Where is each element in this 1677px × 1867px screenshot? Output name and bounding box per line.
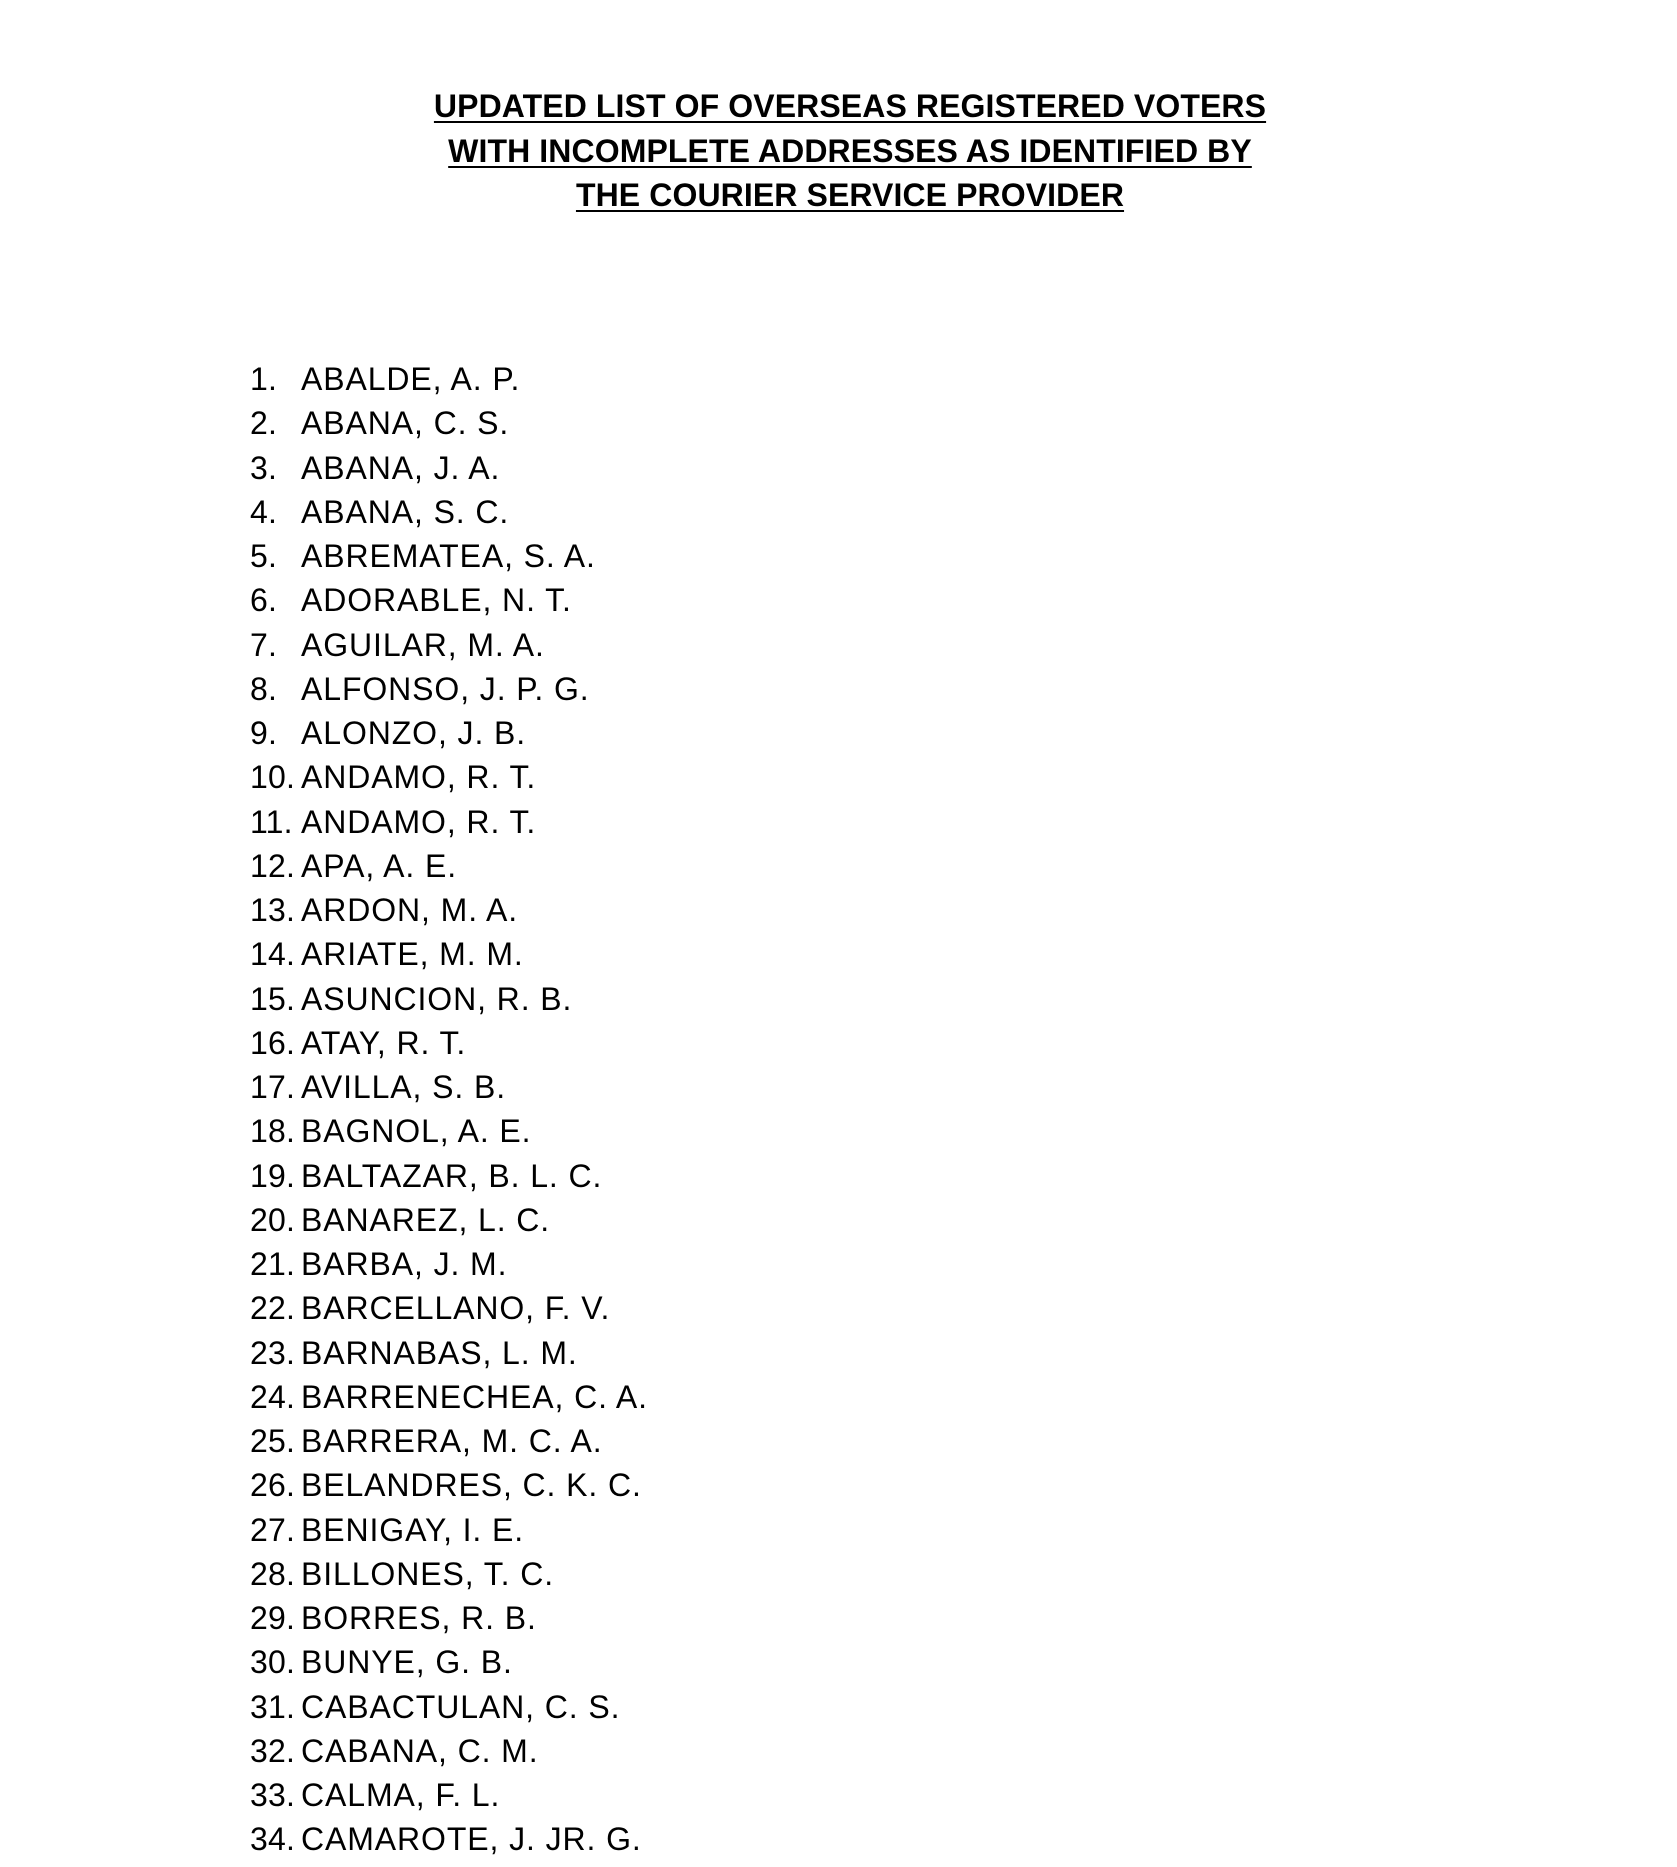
- list-item: [250, 1773, 648, 1817]
- voter-name: ABANA, C. S.: [301, 405, 510, 442]
- voter-name: BARNABAS, L. M.: [301, 1334, 578, 1371]
- list-item: [250, 1640, 648, 1684]
- list-item-number: 4.: [250, 493, 278, 530]
- list-item-number: 33.: [250, 1777, 296, 1813]
- list-item-number: 13.: [250, 892, 296, 928]
- list-item-number: 29.: [250, 1600, 296, 1636]
- voter-name: ALFONSO, J. P. G.: [301, 670, 590, 707]
- list-item: [250, 711, 648, 755]
- list-item-number: 14.: [250, 936, 296, 973]
- voter-name: ABANA, S. C.: [301, 493, 510, 530]
- list-item-number: 6.: [250, 582, 278, 619]
- voter-name: ATAY, R. T.: [301, 1024, 467, 1061]
- list-item-number: 18.: [250, 1113, 296, 1150]
- list-item: [250, 446, 648, 490]
- voter-name: CALMA, F. L.: [301, 1777, 501, 1813]
- voter-name: AVILLA, S. B.: [301, 1069, 506, 1105]
- voter-name: CABANA, C. M.: [301, 1732, 539, 1769]
- list-item: [250, 1463, 648, 1507]
- voter-name: ASUNCION, R. B.: [301, 980, 573, 1017]
- voter-name: ABANA, J. A.: [301, 449, 501, 486]
- list-item: [250, 1286, 648, 1330]
- list-item: [250, 1021, 648, 1065]
- list-item: [250, 1596, 648, 1640]
- voter-name: ABREMATEA, S. A.: [301, 538, 596, 574]
- list-item-number: 8.: [250, 670, 278, 707]
- list-item-number: 22.: [250, 1290, 296, 1327]
- voter-name: CABACTULAN, C. S.: [301, 1688, 621, 1725]
- list-item: [250, 755, 648, 799]
- voter-name: BENIGAY, I. E.: [301, 1511, 525, 1548]
- list-item: [250, 1685, 648, 1729]
- voter-name: ANDAMO, R. T.: [301, 803, 537, 840]
- list-item: [250, 490, 648, 534]
- voter-name: AGUILAR, M. A.: [301, 626, 545, 663]
- list-item-number: 30.: [250, 1644, 296, 1681]
- list-item-number: 3.: [250, 449, 278, 486]
- list-item: [250, 844, 648, 888]
- voter-name: ALONZO, J. B.: [301, 715, 527, 751]
- list-item: [250, 977, 648, 1021]
- list-item: [250, 1154, 648, 1198]
- voter-name: BANAREZ, L. C.: [301, 1201, 551, 1238]
- list-item: [250, 1331, 648, 1375]
- list-item-number: 17.: [250, 1069, 296, 1105]
- list-item-number: 1.: [250, 361, 278, 397]
- list-item: [250, 1729, 648, 1773]
- title-line-3: THE COURIER SERVICE PROVIDER: [575, 177, 1125, 213]
- list-item: [250, 800, 648, 844]
- list-item: [250, 932, 648, 976]
- voter-name: BARCELLANO, F. V.: [301, 1290, 611, 1327]
- list-item-number: 24.: [250, 1378, 296, 1415]
- voter-name: BUNYE, G. B.: [301, 1644, 513, 1681]
- list-item-number: 19.: [250, 1157, 296, 1194]
- list-item: [250, 1419, 648, 1463]
- list-item: [250, 1198, 648, 1242]
- list-item-number: 7.: [250, 626, 278, 663]
- list-item-number: 21.: [250, 1246, 296, 1282]
- list-item-number: 28.: [250, 1555, 296, 1592]
- voter-name: ANDAMO, R. T.: [301, 759, 537, 796]
- list-item: [250, 1817, 648, 1861]
- voter-name: ARIATE, M. M.: [301, 936, 524, 973]
- title-line-1: UPDATED LIST OF OVERSEAS REGISTERED VOTERS: [433, 88, 1267, 124]
- voter-name: ARDON, M. A.: [301, 892, 519, 928]
- voter-name: BAGNOL, A. E.: [301, 1113, 532, 1150]
- list-item-number: 31.: [250, 1688, 296, 1725]
- voter-list: [250, 357, 648, 1862]
- title-line-2: WITH INCOMPLETE ADDRESSES AS IDENTIFIED BY: [448, 132, 1252, 169]
- voter-name: BARBA, J. M.: [301, 1246, 508, 1282]
- list-item-number: 15.: [250, 980, 296, 1017]
- list-item: [250, 1552, 648, 1596]
- list-item: [250, 623, 648, 667]
- voter-name: BARRENECHEA, C. A.: [301, 1378, 648, 1415]
- list-item: [250, 888, 648, 932]
- list-item-number: 25.: [250, 1423, 296, 1459]
- voter-name: ADORABLE, N. T.: [301, 582, 572, 619]
- list-item-number: 32.: [250, 1732, 296, 1769]
- list-item: [250, 1375, 648, 1419]
- document-title: [0, 84, 1677, 218]
- list-item-number: 23.: [250, 1334, 296, 1371]
- voter-name: BILLONES, T. C.: [301, 1555, 554, 1592]
- list-item-number: 16.: [250, 1024, 296, 1061]
- list-item-number: 9.: [250, 715, 278, 751]
- list-item: [250, 357, 648, 401]
- voter-name: BALTAZAR, B. L. C.: [301, 1157, 603, 1194]
- list-item-number: 26.: [250, 1467, 296, 1504]
- list-item-number: 11.: [250, 803, 293, 840]
- list-item: [250, 1508, 648, 1552]
- list-item: [250, 1065, 648, 1109]
- voter-name: BELANDRES, C. K. C.: [301, 1467, 642, 1504]
- list-item-number: 12.: [250, 847, 296, 884]
- list-item-number: 10.: [250, 759, 296, 796]
- voter-name: BARRERA, M. C. A.: [301, 1423, 603, 1459]
- list-item: [250, 534, 648, 578]
- voter-name: APA, A. E.: [301, 847, 458, 884]
- voter-name: CAMAROTE, J. JR. G.: [301, 1821, 642, 1858]
- list-item-number: 2.: [250, 405, 278, 442]
- list-item-number: 27.: [250, 1511, 296, 1548]
- list-item: [250, 578, 648, 622]
- voter-name: BORRES, R. B.: [301, 1600, 537, 1636]
- voter-name: ABALDE, A. P.: [301, 361, 521, 397]
- list-item: [250, 667, 648, 711]
- list-item-number: 34.: [250, 1821, 296, 1858]
- list-item-number: 20.: [250, 1201, 296, 1238]
- list-item: [250, 1109, 648, 1153]
- list-item: [250, 401, 648, 445]
- list-item-number: 5.: [250, 538, 278, 574]
- list-item: [250, 1242, 648, 1286]
